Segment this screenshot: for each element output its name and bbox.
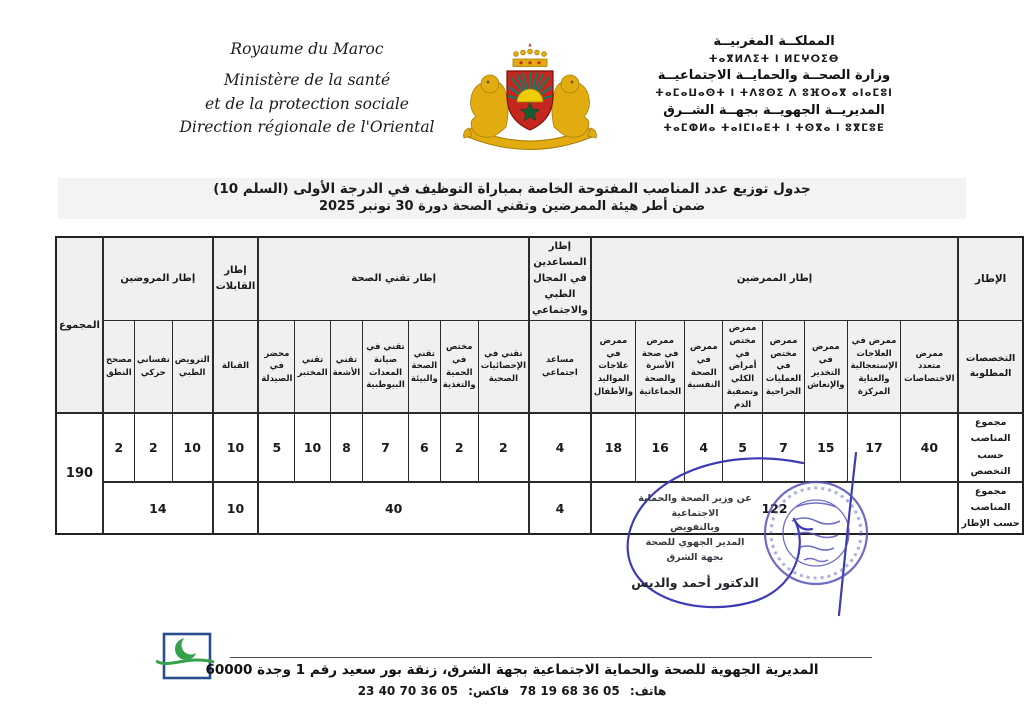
spec-physio-0: الترويض الطبي xyxy=(172,321,212,414)
signature-line-3: المدير الجهوي للصحة xyxy=(645,537,745,549)
header-direction-tif: ⵜⴰⵎⵀⵍⴰ ⵜⴰⵏⵎⵏⴰⴹⵜ ⵏ ⵜⵙⴳⴰ ⵏ ⵓⴳⵎⵓⴹ xyxy=(663,122,885,134)
header-direction-fr: Direction régionale de l'Oriental xyxy=(179,117,435,136)
total-physio: 14 xyxy=(103,482,213,534)
row-label-by-frame: مجموع المناصب حسب الإطار xyxy=(958,482,1023,534)
signature-line-1: عن وزير الصحة والحماية الاجتماعية xyxy=(638,493,752,519)
spec-tech-0: تقني في الإحصائيات الصحية xyxy=(478,321,529,414)
grand-total-cell: 190 xyxy=(56,413,103,534)
spec-nurse-0: ممرض متعدد الاختصاصات xyxy=(901,321,958,414)
lion-right-icon xyxy=(552,75,590,137)
fax-label: فاكس: xyxy=(468,684,510,698)
group-header-midwives: إطار القابلات xyxy=(213,237,259,321)
value-physio-2: 2 xyxy=(103,413,134,482)
footer-block xyxy=(0,662,1024,698)
header-kingdom-tif: ⵜⴰⴳⵍⴷⵉⵜ ⵏ ⵍⵎⵖⵔⵉⴱ xyxy=(708,53,840,65)
value-tech-1: 2 xyxy=(440,413,478,482)
header-arabic-block xyxy=(618,33,930,136)
round-stamp-icon xyxy=(765,482,867,584)
header-kingdom-fr: Royaume du Maroc xyxy=(230,40,384,58)
header-ministry-ar: وزارة الصحــة والحمايــة الاجتماعيــة xyxy=(657,68,891,84)
value-midwife: 10 xyxy=(213,413,259,482)
signature-block xyxy=(616,492,774,592)
phone-label: هاتف: xyxy=(629,684,667,698)
value-tech-3: 7 xyxy=(363,413,409,482)
total-column-header: المجموع xyxy=(56,237,103,413)
value-nurse-7: 18 xyxy=(591,413,636,482)
phone-number: 05 36 68 19 78 xyxy=(519,684,620,698)
spec-midwife: القبالة xyxy=(213,321,259,414)
group-header-nurses: إطار الممرضين xyxy=(591,237,958,321)
spec-tech-2: تقني الصحة والبيئة xyxy=(408,321,440,414)
spec-tech-4: تقني الأشعة xyxy=(330,321,363,414)
value-nurse-0: 40 xyxy=(901,413,958,482)
header-direction-ar: المديريــة الجهويــة بجهــة الشــرق xyxy=(663,102,885,118)
header-kingdom-ar: المملكــة المغربيــة xyxy=(713,34,835,49)
title-line-1: جدول توزيع عدد المناصب المفتوحة الخاصة بمباراة التوظيف في الدرجة الأولى (السلم 10) xyxy=(213,181,811,197)
spec-nurse-5: ممرض في الصحة النفسية xyxy=(685,321,723,414)
specialties-header-cell: التخصصات المطلوبة xyxy=(958,321,1023,414)
total-assistants: 4 xyxy=(529,482,591,534)
value-nurse-4: 5 xyxy=(723,413,763,482)
document-title xyxy=(58,178,966,219)
value-tech-0: 2 xyxy=(478,413,529,482)
lion-left-icon xyxy=(471,75,509,137)
total-nurses: 122 xyxy=(591,482,958,534)
value-nurse-1: 17 xyxy=(847,413,901,482)
total-technicians: 40 xyxy=(258,482,529,534)
spec-nurse-4: ممرض مختص في أمراض الكلي وتصفية الدم xyxy=(723,321,763,414)
spec-nurse-7: ممرض في علاجات المواليد والأطفال xyxy=(591,321,636,414)
value-nurse-3: 7 xyxy=(762,413,804,482)
value-tech-5: 10 xyxy=(295,413,330,482)
row-label-by-specialty: مجموع المناصب حسب التخصص xyxy=(958,413,1023,482)
frame-header-cell: الإطار xyxy=(958,237,1023,321)
group-header-technicians: إطار تقني الصحة xyxy=(258,237,529,321)
spec-assistant: مساعد اجتماعي xyxy=(529,321,591,414)
value-assistant: 4 xyxy=(529,413,591,482)
value-physio-0: 10 xyxy=(172,413,212,482)
spec-tech-1: مختص في الحمية والتغذية xyxy=(440,321,478,414)
footer-divider xyxy=(230,657,872,658)
spec-nurse-3: ممرض مختص في العمليات الجراحية xyxy=(762,321,804,414)
header-ministry-tif: ⵜⴰⵎⴰⵡⴰⵙⵜ ⵏ ⵜⴷⵓⵙⵉ ⴷ ⵓⴼⵔⴰⴳ ⴰⵏⴰⵎⵓⵏ xyxy=(655,88,893,100)
fax-number: 05 36 70 40 23 xyxy=(357,684,458,698)
signatory-name: الدكتور أحمد والديش xyxy=(631,574,759,590)
group-header-physio: إطار المروضين xyxy=(103,237,213,321)
value-nurse-6: 16 xyxy=(636,413,685,482)
header-ministry-fr-1: Ministère de la santé xyxy=(223,71,391,90)
spec-tech-6: محضر في الصيدلة xyxy=(258,321,295,414)
value-physio-1: 2 xyxy=(134,413,172,482)
header-ministry-fr-2: et de la protection sociale xyxy=(205,94,409,113)
spec-tech-5: تقني المختبر xyxy=(295,321,330,414)
header-french-block xyxy=(142,38,472,139)
value-tech-2: 6 xyxy=(408,413,440,482)
spec-nurse-1: ممرض في العلاجات الإستعجالية والعناية المركزة xyxy=(847,321,901,414)
value-tech-6: 5 xyxy=(258,413,295,482)
group-header-assistants: إطار المساعدين في المجال الطبي والاجتماعي xyxy=(529,237,591,321)
value-tech-4: 8 xyxy=(330,413,363,482)
spec-nurse-6: ممرض في صحة الأسرة والصحة الجماعاتية xyxy=(636,321,685,414)
title-line-2: ضمن أطر هيئة الممرضين وتقني الصحة دورة 30 نونبر 2025 xyxy=(318,199,706,214)
morocco-coat-of-arms-icon xyxy=(455,42,605,154)
value-nurse-5: 4 xyxy=(685,413,723,482)
spec-tech-3: تقني في صيانة المعدات البيوطبية xyxy=(363,321,409,414)
spec-physio-1: نفساني حركي xyxy=(134,321,172,414)
signature-line-2: وبالتفويض xyxy=(670,522,720,534)
footer-contact xyxy=(0,684,1024,698)
value-nurse-2: 15 xyxy=(805,413,847,482)
footer-address: المديرية الجهوية للصحة والحماية الاجتماعية بجهة الشرق، زنقة بور سعيد رقم 1 وجدة 60000 xyxy=(205,662,819,678)
spec-physio-2: مصحح النطق xyxy=(103,321,134,414)
total-midwives: 10 xyxy=(213,482,259,534)
spec-nurse-2: ممرض في التخدير والإنعاش xyxy=(805,321,847,414)
signature-line-4: بجهة الشرق xyxy=(666,551,724,563)
